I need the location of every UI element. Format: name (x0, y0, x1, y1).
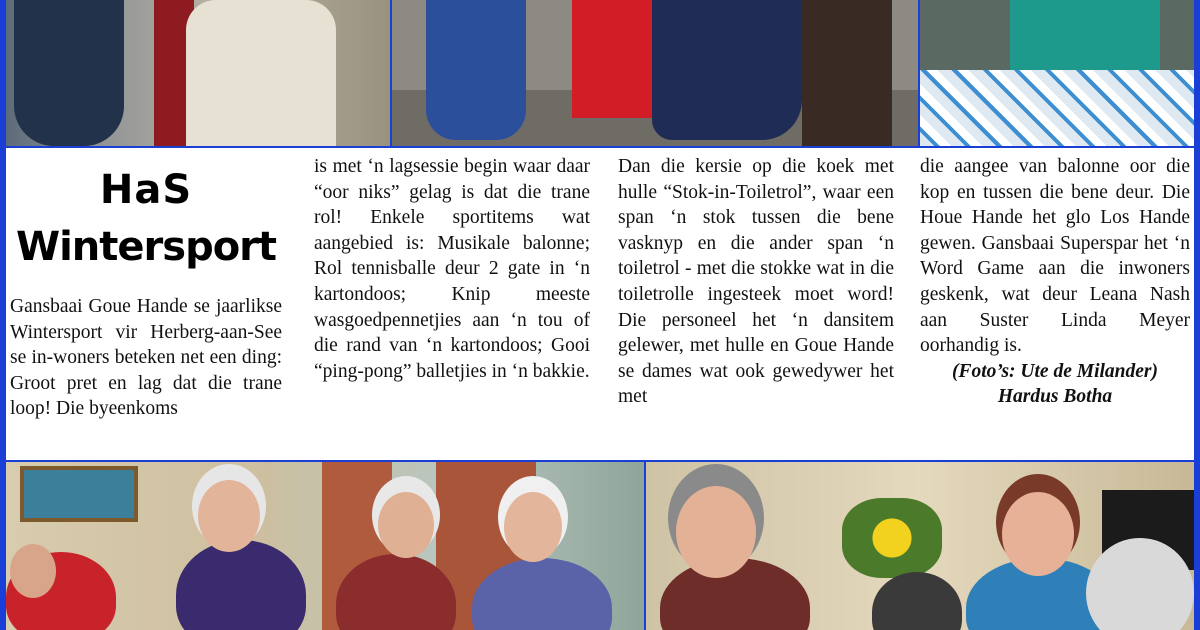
article-column-4 (920, 154, 1190, 410)
article-column-3: Dan die kersie op die koek met hulle “Stok-in-Toiletrol”, waar een span ‘n stok tussen die bene vasknyp en die ander span ‘n toiletrol - met die stokke wat in die toiletrolle ingesteek moet word! Die personeel het ‘n dansitem gelewer, met hulle en Goue Hande se dames wat ook gewedywer het met (618, 156, 894, 408)
article-text-band (6, 148, 1194, 460)
headline-line-1: HaS (99, 167, 193, 213)
article-headline (10, 162, 282, 276)
bottom-photo-left (6, 462, 644, 630)
top-photo-middle (392, 0, 918, 146)
article-column-4-text: die aangee van balonne oor die kop en tussen die bene deur. Die Houe Hande het glo Los Hande gewen. Gansbaai Superspar het ‘n Word Game aan die inwoners geskenk, wat deur Leana Nash aan Suster Linda Meyer oorhandig is. (920, 156, 1190, 357)
bottom-photo-right (646, 462, 1194, 630)
article-column-1: Gansbaai Goue Hande se jaarlikse Wintersport vir Herberg-aan-See se in-woners beteken net een ding: Groot pret en lag dat die trane loop! Die byeenkoms (10, 296, 282, 420)
headline-line-2: Wintersport (15, 224, 277, 270)
top-photo-right (920, 0, 1194, 146)
article-column-2: is met ‘n lagsessie begin waar daar “oor niks” gelag is dat die trane rol! Enkele sportitems wat aangebied is: Musikale balonne; Rol tennisballe deur 2 gate in ‘n kartondoos; Knip meeste wasgoedpennetjies aan ‘n tou of die rand van ‘n kartondoos; Gooi “ping-pong” balletjies in ‘n bakkie. (314, 156, 590, 382)
top-photo-left (6, 0, 390, 146)
photo-credit-line-2: Hardus Botha (997, 386, 1113, 408)
photo-credit-line-1: (Foto’s: Ute de Milander) (952, 360, 1158, 382)
